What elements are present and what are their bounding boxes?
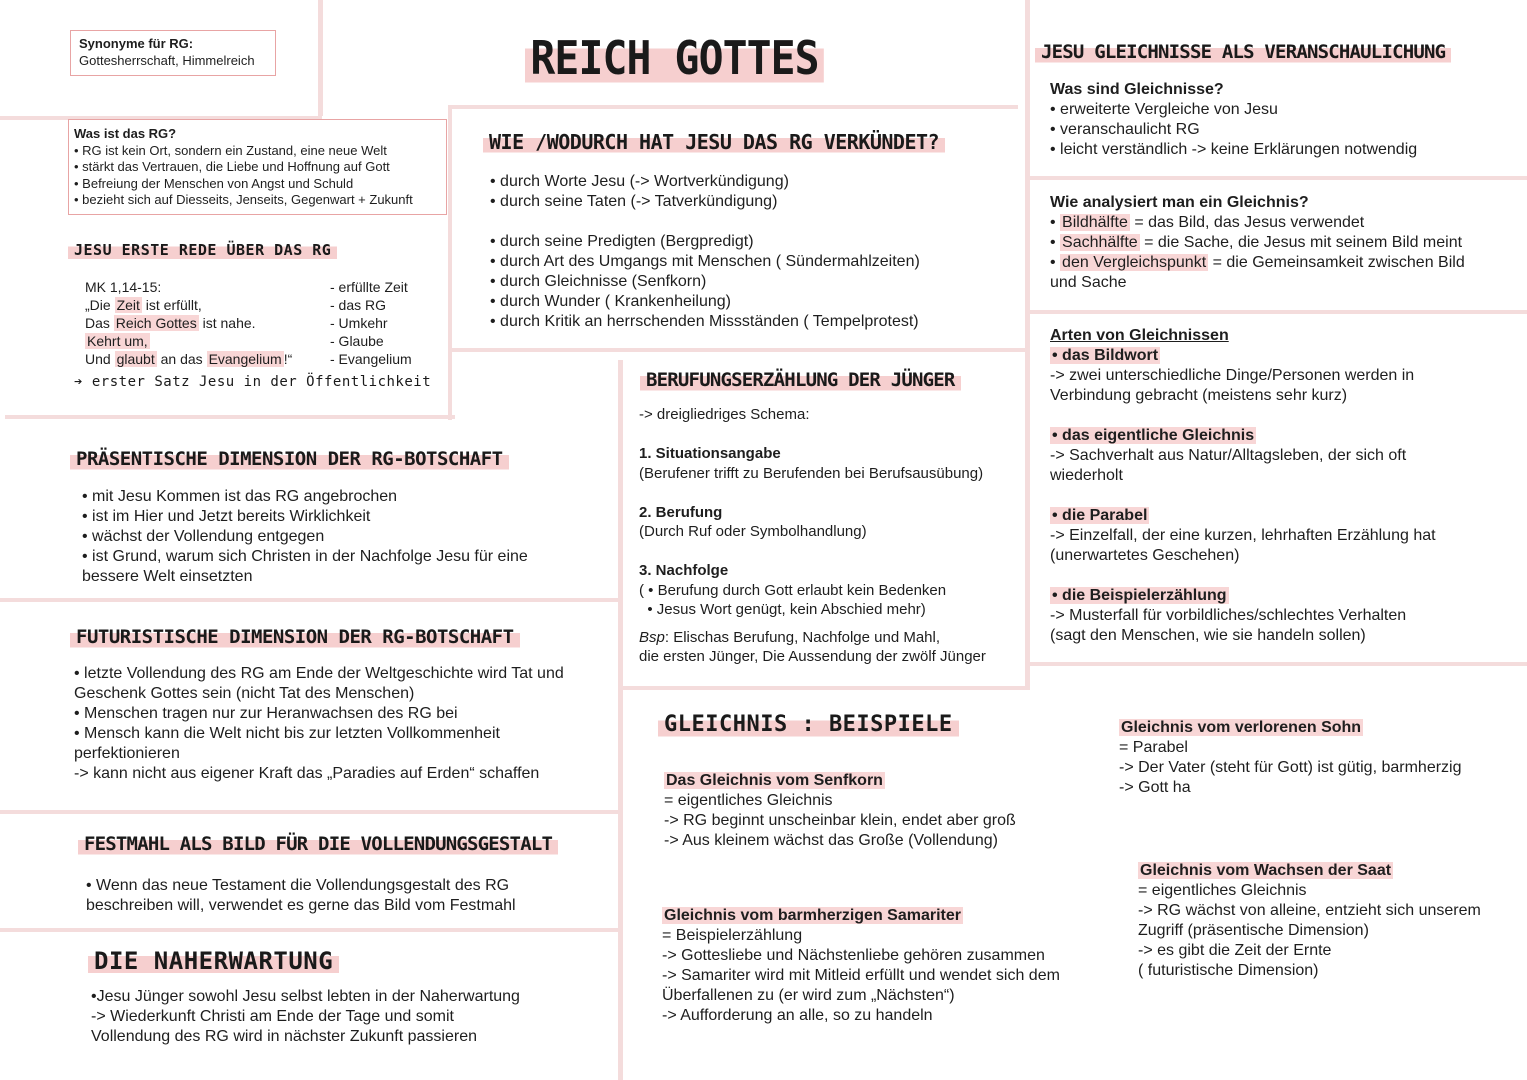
list-item: bessere Welt einsetzten (82, 568, 253, 585)
divider (448, 105, 1018, 109)
type-title: • die Beispielerzählung (1052, 587, 1227, 604)
what-is-heading: Was ist das RG? (74, 126, 177, 141)
types-heading: Arten von Gleichnissen (1050, 327, 1229, 344)
scripture-ref: MK 1,14-15: (85, 279, 162, 295)
list-item: • veranschaulicht RG (1050, 121, 1200, 138)
divider (1028, 176, 1527, 180)
list-item: • mit Jesu Kommen ist das RG angebrochen (82, 488, 398, 505)
list-item: beschreiben will, verwendet es gerne das Bild vom Festmahl (86, 897, 516, 914)
divider (318, 0, 323, 116)
example-line: -> RG beginnt unscheinbar klein, endet aber groß (664, 812, 1016, 829)
quote-text: an das (156, 351, 207, 367)
what-is-box (68, 119, 447, 215)
example-line: -> RG wächst von alleine, entzieht sich unserem (1138, 902, 1481, 919)
list-item: • bezieht sich auf Diesseits, Jenseits, Gegenwart + Zukunft (74, 192, 413, 207)
example-label: Bsp (639, 628, 665, 646)
page-title: REICH GOTTES (525, 26, 824, 90)
synonyms-heading: Synonyme für RG: (79, 36, 194, 51)
keyword: - Umkehr (330, 315, 388, 331)
type-desc: -> zwei unterschiedliche Dinge/Personen werden in (1050, 367, 1415, 384)
list-item: perfektionieren (74, 745, 180, 762)
quote-text: Und (85, 351, 115, 367)
term-highlight: Sachhälfte (1062, 234, 1138, 251)
feast-heading: FESTMAHL ALS BILD FÜR DIE VOLLENDUNGSGESTALT (78, 830, 558, 858)
divider (1028, 310, 1527, 314)
type-desc: (sagt den Menschen, wie sie handeln sollen) (1050, 627, 1366, 644)
example-title: Gleichnis vom Wachsen der Saat (1140, 862, 1392, 879)
calling-step: 2. Berufung (639, 503, 723, 521)
list-item: • ist im Hier und Jetzt bereits Wirklichkeit (82, 508, 371, 525)
keyword: - Glaube (330, 333, 384, 349)
type-title: • das eigentliche Gleichnis (1052, 427, 1255, 444)
list-item: • durch Kritik an herrschenden Missständen ( Tempelprotest) (490, 313, 919, 330)
example-text: die ersten Jünger, Die Aussendung der zwölf Jünger (639, 648, 986, 665)
term-definition: und Sache (1050, 274, 1127, 291)
calling-intro: -> dreigliedriges Schema: (639, 406, 810, 423)
first-speech-heading: JESU ERSTE REDE ÜBER DAS RG (68, 238, 337, 262)
keyword: - Evangelium (330, 351, 412, 367)
divider (1025, 0, 1030, 690)
example-line: = eigentliches Gleichnis (1138, 882, 1307, 899)
example-text: : Elischas Berufung, Nachfolge und Mahl, (664, 628, 941, 646)
keyword: - erfüllte Zeit (330, 279, 408, 295)
example-line: = eigentliches Gleichnis (664, 792, 833, 809)
quote-highlight: Evangelium (208, 351, 282, 367)
calling-step: 3. Nachfolge (639, 562, 729, 579)
example-line: = Parabel (1119, 739, 1188, 756)
calling-step-desc: (Berufener trifft zu Berufenden bei Berufsausübung) (639, 464, 984, 482)
divider (1028, 662, 1527, 666)
example-line: -> Samariter wird mit Mitleid erfüllt und wendet sich dem (662, 967, 1060, 984)
divider (0, 598, 620, 602)
type-desc: (unerwartetes Geschehen) (1050, 547, 1240, 564)
quote-text: !“ (283, 351, 293, 367)
quote-text: ist nahe. (198, 315, 256, 331)
synonyms-box (70, 30, 276, 76)
list-item: • letzte Vollendung des RG am Ende der Weltgeschichte wird Tat und (74, 665, 564, 682)
list-item: • stärkt das Vertrauen, die Liebe und Hoffnung auf Gott (74, 159, 390, 174)
quote-highlight: Kehrt um, (87, 333, 148, 349)
list-item: • RG ist kein Ort, sondern ein Zustand, eine neue Welt (74, 142, 387, 158)
list-item: • Mensch kann die Welt nicht bis zur letzten Vollkommenheit (74, 725, 500, 742)
calling-step: 1. Situationsangabe (639, 445, 781, 462)
term-definition: = das Bild, das Jesus verwendet (1129, 214, 1365, 231)
divider (622, 686, 1027, 690)
future-heading: FUTURISTISCHE DIMENSION DER RG-BOTSCHAFT (70, 623, 520, 651)
synonyms-text: Gottesherrschaft, Himmelreich (79, 52, 255, 68)
list-item: • ist Grund, warum sich Christen in der Nachfolge Jesu für eine (82, 548, 528, 565)
list-item: • erweiterte Vergleiche von Jesu (1050, 101, 1278, 118)
list-item: • durch Gleichnisse (Senfkorn) (490, 273, 707, 290)
parables-question: Was sind Gleichnisse? (1050, 81, 1224, 98)
list-item: • durch Art des Umgangs mit Menschen ( Sündermahlzeiten) (490, 253, 920, 270)
example-line: ( futuristische Dimension) (1138, 962, 1319, 979)
divider (0, 928, 620, 932)
term-definition: = die Gemeinsamkeit zwischen Bild (1208, 254, 1465, 271)
list-item: • durch Worte Jesu (-> Wortverkündigung) (490, 173, 789, 190)
type-desc: wiederholt (1050, 467, 1123, 484)
calling-heading: BERUFUNGSERZÄHLUNG DER JÜNGER (640, 366, 961, 394)
list-item: • durch seine Predigten (Bergpredigt) (490, 233, 754, 250)
divider (618, 360, 623, 1080)
type-title: • das Bildwort (1052, 347, 1159, 364)
list-item: • durch Wunder ( Krankenheilung) (490, 293, 731, 310)
list-item: • Befreiung der Menschen von Angst und Schuld (74, 175, 354, 191)
term-highlight: Bildhälfte (1062, 214, 1128, 231)
example-line: -> Gott ha (1119, 779, 1191, 796)
quote-text: Das (85, 315, 114, 331)
quote-text: „Die (85, 297, 115, 313)
example-line: Überfallenen zu (er wird zum „Nächsten“) (662, 987, 955, 1004)
example-title: Gleichnis vom verlorenen Sohn (1121, 719, 1362, 736)
list-item: • durch seine Taten (-> Tatverkündigung) (490, 193, 778, 210)
example-title: Gleichnis vom barmherzigen Samariter (664, 907, 961, 924)
example-line: -> es gibt die Zeit der Ernte (1138, 942, 1332, 959)
list-item: • leicht verständlich -> keine Erklärungen notwendig (1050, 141, 1418, 158)
quote-highlight: Zeit (116, 297, 140, 313)
divider (452, 348, 1026, 352)
type-desc: -> Einzelfall, der eine kurzen, lehrhaften Erzählung hat (1050, 527, 1436, 544)
keyword: - das RG (330, 297, 387, 313)
parables-heading: JESU GLEICHNISSE ALS VERANSCHAULICHUNG (1035, 38, 1451, 66)
type-title: • die Parabel (1052, 507, 1148, 524)
list-item: -> Wiederkunft Christi am Ende der Tage und somit (91, 1008, 454, 1025)
divider (5, 415, 455, 419)
example-title: Das Gleichnis vom Senfkorn (666, 772, 883, 789)
example-line: -> Gottesliebe und Nächstenliebe gehören zusammen (662, 947, 1045, 964)
list-item: • Menschen tragen nur zur Heranwachsen des RG bei (74, 705, 458, 722)
example-line: -> Der Vater (steht für Gott) ist gütig, barmherzig (1119, 759, 1462, 776)
type-desc: Verbindung gebracht (meistens sehr kurz) (1050, 387, 1348, 404)
example-line: Zugriff (präsentische Dimension) (1138, 922, 1369, 939)
example-line: -> Aus kleinem wächst das Große (Vollendung) (664, 832, 998, 849)
term-definition: = die Sache, die Jesus mit seinem Bild meint (1139, 234, 1463, 251)
example-line: = Beispielerzählung (662, 927, 803, 944)
list-item: •Jesu Jünger sowohl Jesu selbst lebten in der Naherwartung (91, 988, 520, 1005)
type-desc: -> Musterfall für vorbildliches/schlechtes Verhalten (1050, 607, 1407, 624)
quote-highlight: Reich Gottes (115, 315, 197, 331)
divider (448, 105, 452, 420)
list-item: Vollendung des RG wird in nächster Zukunft passieren (91, 1028, 477, 1045)
list-item: -> kann nicht aus eigener Kraft das „Paradies auf Erden“ schaffen (74, 765, 540, 782)
divider (0, 810, 620, 814)
list-item: • wächst der Vollendung entgegen (82, 528, 325, 545)
calling-step-desc: (Durch Ruf oder Symbolhandlung) (639, 523, 867, 540)
quote-highlight: glaubt (116, 351, 155, 367)
list-item: • Wenn das neue Testament die Vollendungsgestalt des RG (86, 877, 510, 894)
analysis-question: Wie analysiert man ein Gleichnis? (1050, 194, 1309, 211)
quote-text: ist erfüllt, (141, 297, 202, 313)
first-speech-note: ➔ erster Satz Jesu in der Öffentlichkeit (74, 374, 432, 390)
calling-step-desc: ( • Berufung durch Gott erlaubt kein Bedenken (639, 581, 947, 599)
examples-heading: GLEICHNIS : BEISPIELE (658, 710, 959, 740)
list-item: Geschenk Gottes sein (nicht Tat des Menschen) (74, 685, 415, 702)
example-line: -> Aufforderung an alle, so zu handeln (662, 1007, 933, 1024)
type-desc: -> Sachverhalt aus Natur/Alltagsleben, der sich oft (1050, 447, 1407, 464)
term-highlight: den Vergleichspunkt (1062, 254, 1207, 271)
expectation-heading: DIE NAHERWARTUNG (88, 945, 339, 977)
calling-step-desc: • Jesus Wort genügt, kein Abschied mehr) (639, 601, 926, 618)
how-proclaimed-heading: WIE /WODURCH HAT JESU DAS RG VERKÜNDET? (483, 128, 945, 156)
present-heading: PRÄSENTISCHE DIMENSION DER RG-BOTSCHAFT (70, 445, 509, 473)
